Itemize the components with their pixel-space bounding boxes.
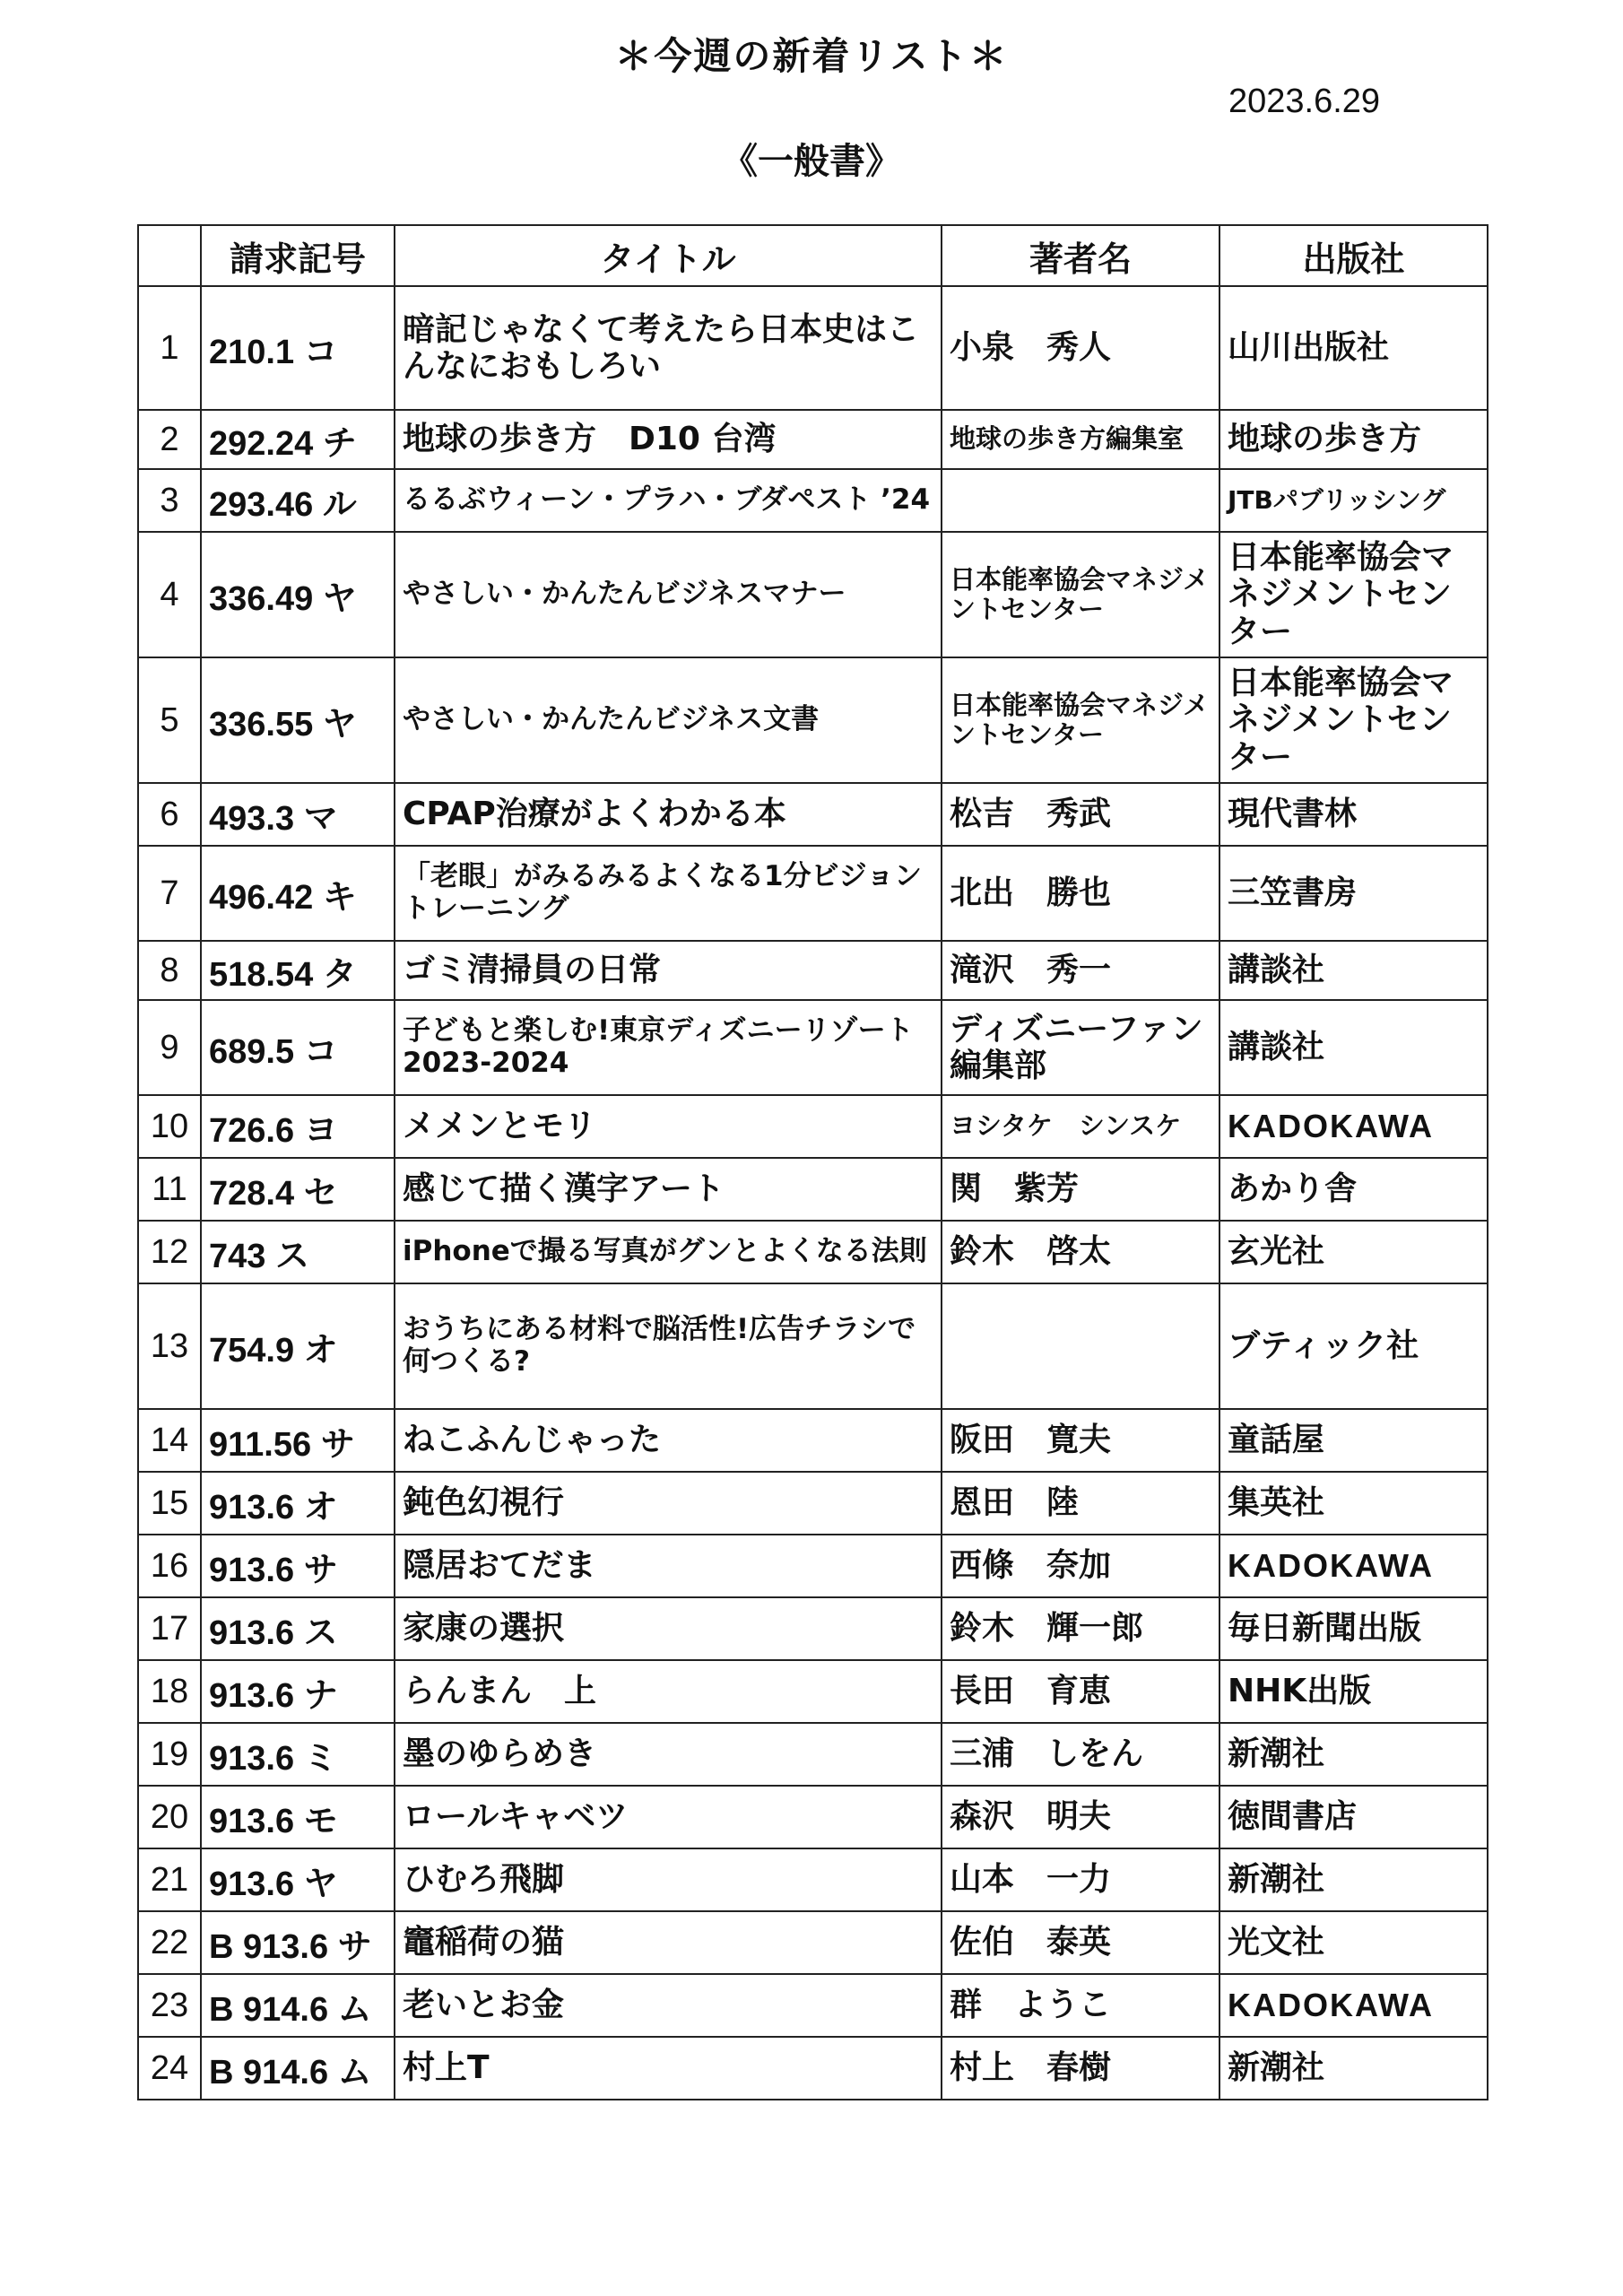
publisher-cell: JTBパブリッシング [1219, 469, 1488, 532]
table-row [138, 1660, 1488, 1723]
row-number: 8 [138, 941, 201, 1000]
table-row [138, 1848, 1488, 1911]
author-cell: 北出 勝也 [942, 846, 1219, 941]
table-row [138, 657, 1488, 783]
title-cell: やさしい・かんたんビジネス文書 [395, 657, 942, 783]
title-cell: 「老眼」がみるみるよくなる1分ビジョントレーニング [395, 846, 942, 941]
call-number-cell: 728.4 セ [201, 1158, 395, 1221]
author-cell: 森沢 明夫 [942, 1786, 1219, 1848]
row-number: 19 [138, 1723, 201, 1786]
publisher-cell: ブティック社 [1219, 1283, 1488, 1409]
title-cell: 鈍色幻視行 [395, 1472, 942, 1535]
table-row [138, 941, 1488, 1000]
call-number-cell: 518.54 タ [201, 941, 395, 1000]
author-cell [942, 469, 1219, 532]
publisher-cell: 毎日新聞出版 [1219, 1597, 1488, 1660]
row-number: 7 [138, 846, 201, 941]
publisher-cell: 徳間書店 [1219, 1786, 1488, 1848]
title-cell: メメンとモリ [395, 1095, 942, 1158]
call-number-cell: 336.49 ヤ [201, 532, 395, 657]
table-row [138, 783, 1488, 846]
publisher-cell: 講談社 [1219, 941, 1488, 1000]
author-cell: 滝沢 秀一 [942, 941, 1219, 1000]
page-title: ＊今週の新着リスト＊ [614, 34, 1009, 78]
row-number: 9 [138, 1000, 201, 1095]
author-cell: 恩田 陸 [942, 1472, 1219, 1535]
column-header-author: 著者名 [942, 225, 1219, 286]
call-number-cell: 336.55 ヤ [201, 657, 395, 783]
title-cell: るるぶウィーン・プラハ・ブダペスト ’24 [395, 469, 942, 532]
table-row [138, 1472, 1488, 1535]
author-cell: 群 ようこ [942, 1974, 1219, 2037]
author-cell: 阪田 寛夫 [942, 1409, 1219, 1472]
table-row [138, 1911, 1488, 1974]
publisher-cell: 集英社 [1219, 1472, 1488, 1535]
author-cell [942, 1283, 1219, 1409]
row-number: 18 [138, 1660, 201, 1723]
title-cell: やさしい・かんたんビジネスマナー [395, 532, 942, 657]
table-row [138, 469, 1488, 532]
table-row [138, 286, 1488, 410]
title-cell: 隠居おてだま [395, 1535, 942, 1597]
row-number: 11 [138, 1158, 201, 1221]
column-header-publisher: 出版社 [1219, 225, 1488, 286]
author-cell: ディズニーファン編集部 [942, 1000, 1219, 1095]
column-header-title: タイトル [395, 225, 942, 286]
table-row [138, 1283, 1488, 1409]
row-number: 17 [138, 1597, 201, 1660]
row-number: 23 [138, 1974, 201, 2037]
author-cell: 地球の歩き方編集室 [942, 410, 1219, 469]
call-number-cell: 493.3 マ [201, 783, 395, 846]
title-cell: 子どもと楽しむ!東京ディズニーリゾート2023-2024 [395, 1000, 942, 1095]
author-cell: 佐伯 泰英 [942, 1911, 1219, 1974]
publisher-cell: 現代書林 [1219, 783, 1488, 846]
publisher-cell: 地球の歩き方 [1219, 410, 1488, 469]
author-cell: 日本能率協会マネジメントセンター [942, 657, 1219, 783]
publisher-cell: 光文社 [1219, 1911, 1488, 1974]
publisher-cell: 童話屋 [1219, 1409, 1488, 1472]
table-row [138, 2037, 1488, 2100]
row-number: 12 [138, 1221, 201, 1283]
publisher-cell: KADOKAWA [1219, 1974, 1488, 2037]
author-cell: 日本能率協会マネジメントセンター [942, 532, 1219, 657]
call-number-cell: B 914.6 ム [201, 1974, 395, 2037]
title-cell: 感じて描く漢字アート [395, 1158, 942, 1221]
call-number-cell: 726.6 ヨ [201, 1095, 395, 1158]
title-cell: 竈稲荷の猫 [395, 1911, 942, 1974]
row-number: 15 [138, 1472, 201, 1535]
call-number-cell: 913.6 オ [201, 1472, 395, 1535]
row-number: 2 [138, 410, 201, 469]
call-number-cell: B 913.6 サ [201, 1911, 395, 1974]
list-date: 2023.6.29 [1228, 83, 1381, 120]
author-cell: 山本 一力 [942, 1848, 1219, 1911]
author-cell: 西條 奈加 [942, 1535, 1219, 1597]
table-header-row [138, 225, 1488, 286]
table-row [138, 1409, 1488, 1472]
table-row [138, 1095, 1488, 1158]
title-cell: 地球の歩き方 D10 台湾 [395, 410, 942, 469]
author-cell: 松吉 秀武 [942, 783, 1219, 846]
row-number: 4 [138, 532, 201, 657]
title-cell: 老いとお金 [395, 1974, 942, 2037]
call-number-cell: 743 ス [201, 1221, 395, 1283]
title-cell: おうちにある材料で脳活性!広告チラシで何つくる? [395, 1283, 942, 1409]
publisher-cell: NHK出版 [1219, 1660, 1488, 1723]
title-cell: 墨のゆらめき [395, 1723, 942, 1786]
author-cell: 鈴木 輝一郎 [942, 1597, 1219, 1660]
row-number: 1 [138, 286, 201, 410]
call-number-cell: 913.6 ナ [201, 1660, 395, 1723]
call-number-cell: 913.6 サ [201, 1535, 395, 1597]
row-number: 6 [138, 783, 201, 846]
table-row [138, 1786, 1488, 1848]
call-number-cell: 292.24 チ [201, 410, 395, 469]
table-row [138, 1158, 1488, 1221]
row-number: 3 [138, 469, 201, 532]
table-row [138, 1000, 1488, 1095]
publisher-cell: 日本能率協会マネジメントセンター [1219, 532, 1488, 657]
author-cell: 関 紫芳 [942, 1158, 1219, 1221]
row-number: 16 [138, 1535, 201, 1597]
table-row [138, 1221, 1488, 1283]
title-cell: iPhoneで撮る写真がグンとよくなる法則 [395, 1221, 942, 1283]
column-header-number [138, 225, 201, 286]
title-cell: ひむろ飛脚 [395, 1848, 942, 1911]
author-cell: 村上 春樹 [942, 2037, 1219, 2100]
call-number-cell: 754.9 オ [201, 1283, 395, 1409]
table-row [138, 1974, 1488, 2037]
row-number: 10 [138, 1095, 201, 1158]
author-cell: 鈴木 啓太 [942, 1221, 1219, 1283]
call-number-cell: 913.6 ス [201, 1597, 395, 1660]
author-cell: 長田 育恵 [942, 1660, 1219, 1723]
title-cell: らんまん 上 [395, 1660, 942, 1723]
row-number: 5 [138, 657, 201, 783]
call-number-cell: 293.46 ル [201, 469, 395, 532]
publisher-cell: KADOKAWA [1219, 1535, 1488, 1597]
call-number-cell: 913.6 ヤ [201, 1848, 395, 1911]
title-cell: 暗記じゃなくて考えたら日本史はこんなにおもしろい [395, 286, 942, 410]
title-cell: ねこふんじゃった [395, 1409, 942, 1472]
title-cell: ゴミ清掃員の日常 [395, 941, 942, 1000]
author-cell: 小泉 秀人 [942, 286, 1219, 410]
call-number-cell: 496.42 キ [201, 846, 395, 941]
row-number: 24 [138, 2037, 201, 2100]
row-number: 22 [138, 1911, 201, 1974]
row-number: 21 [138, 1848, 201, 1911]
publisher-cell: 講談社 [1219, 1000, 1488, 1095]
publisher-cell: あかり舎 [1219, 1158, 1488, 1221]
title-cell: 村上T [395, 2037, 942, 2100]
call-number-cell: B 914.6 ム [201, 2037, 395, 2100]
table-row [138, 532, 1488, 657]
table-row [138, 1597, 1488, 1660]
title-cell: CPAP治療がよくわかる本 [395, 783, 942, 846]
call-number-cell: 689.5 コ [201, 1000, 395, 1095]
author-cell: 三浦 しをん [942, 1723, 1219, 1786]
row-number: 14 [138, 1409, 201, 1472]
new-arrivals-table [137, 224, 1488, 2100]
column-header-call-number: 請求記号 [201, 225, 395, 286]
publisher-cell: 三笠書房 [1219, 846, 1488, 941]
row-number: 13 [138, 1283, 201, 1409]
title-cell: 家康の選択 [395, 1597, 942, 1660]
table-row [138, 1723, 1488, 1786]
publisher-cell: 玄光社 [1219, 1221, 1488, 1283]
author-cell: ヨシタケ シンスケ [942, 1095, 1219, 1158]
publisher-cell: 日本能率協会マネジメントセンター [1219, 657, 1488, 783]
table-row [138, 410, 1488, 469]
publisher-cell: 新潮社 [1219, 1848, 1488, 1911]
table-row [138, 846, 1488, 941]
publisher-cell: 新潮社 [1219, 2037, 1488, 2100]
publisher-cell: 新潮社 [1219, 1723, 1488, 1786]
row-number: 20 [138, 1786, 201, 1848]
publisher-cell: 山川出版社 [1219, 286, 1488, 410]
call-number-cell: 913.6 モ [201, 1786, 395, 1848]
table-row [138, 1535, 1488, 1597]
call-number-cell: 210.1 コ [201, 286, 395, 410]
call-number-cell: 913.6 ミ [201, 1723, 395, 1786]
call-number-cell: 911.56 サ [201, 1409, 395, 1472]
section-title: 《一般書》 [722, 141, 901, 182]
publisher-cell: KADOKAWA [1219, 1095, 1488, 1158]
title-cell: ロールキャベツ [395, 1786, 942, 1848]
